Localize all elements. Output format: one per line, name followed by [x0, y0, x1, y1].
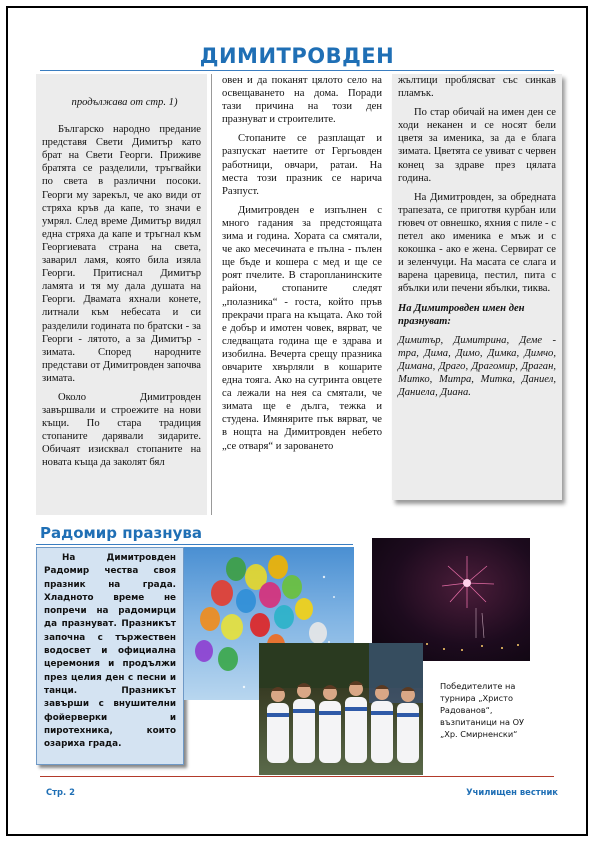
newspaper-page [6, 6, 588, 836]
info-box-text: На Димитровден Радомир чества своя празник на града. Хладното време не попречи на радомирци да празнуват. Празникът започна с тържествен водосвет и официална церемония и продължи през целия ден с песни и танци. Празникът завърши с внушителни фойерверки и пиротехника, които озариха града. [44, 553, 176, 750]
article-paragraph: На Димитровден, за обредната трапезата, се приготвя курбан или гювеч от овнешко, яхния с пиле - с петел ако именика е мъж и с кокошка - ако е жена. Сервират се и зеленчуци. На масата се слага и варена царевица, пестил, пита с ябълки или печени ябълки, тиква. [398, 191, 556, 295]
article-column-2 [216, 74, 388, 515]
article-column-1 [36, 74, 207, 515]
column-divider [211, 74, 212, 515]
footer-divider [40, 776, 554, 777]
page-title: ДИМИТРОВДЕН [199, 44, 395, 68]
publication-name: Училищен вестник [466, 787, 558, 797]
info-box [36, 547, 184, 765]
continued-note: продължава от стр. 1) [71, 97, 178, 108]
names-list: Димитър, Димитрина, Деме - тра, Дима, Димо, Димка, Димчо, Димана, Драго, Драгомир, Драган, Митко, Митра, Митка, Даниел, Даниела, Диана. [398, 334, 556, 399]
article-paragraph: Около Димитровден завършвали и строежите на нови къщи. По стара традиция стопаните дарявали зидарите. Обичаят изисквал стопаните на новата къща да заколят бял [42, 391, 201, 469]
choir-image [259, 643, 423, 775]
section-divider [36, 544, 353, 545]
article-paragraph: Димитровден е изпълнен с много гадания за предстоящата зима и година. Хората са смятали, че ако месечината е пълна - пълен ще бъде и кошера с мед и ще се роят пчелите. В старопланинските райони, стопаните следят „полазника“ - госта, който пръв прекрачи прага на къщата. Ако той е добър и имотен човек, вярват, че следващата година ще е здрава и изобилна. Вечерта срещу празника овчарите хвърляли в кошарите една тояга. Ако на сутринта овцете са лежали на нея са смятали, че зимата ще е дълга, тежка и студена. Имянярите пък вярват, че в нощта на Димитровден небето „се отваря“ и зароването [222, 204, 382, 452]
names-heading: На Димитровден имен ден празнуват: [398, 302, 525, 327]
section-title: Радомир празнува [40, 524, 202, 542]
article-paragraph: По стар обичай на имен ден се ходи неканен и се носят бели цветя за именика, за да е блага зимата. Цветята се увиват с червен конец за здраве през цялата година. [398, 107, 556, 184]
choir-photo [259, 643, 423, 775]
article-paragraph: Българско народно предание представя Свети Димитър като брат на Свети Георги. Приживе братята се разделили, тръгвайки по света в различни посоки. Георги му зарекъл, че ако види от стряха кръв да капе, то значи е умрял. След време Димитър видял една стряха да капе и тръгнал към Георгиевата страна на света, заварил ламя, която била изяла Георги. Притиснал Димитър ламята и тя му дала душата на Георги. Двамата яхнали конете, литнали към небесата и си разделили годината по братски - за Георги - лятото, а за Димитър - зимата. Според народните представи от Димитровден започва зимата. [42, 124, 201, 384]
photo-caption: Победителите на турнира „Христо Радованов“, възпитаници на ОУ „Хр. Смирненски“ [440, 681, 525, 739]
page-number: Стр. 2 [46, 787, 75, 797]
article-paragraph: жълтици проблясват със синкав пламък. [398, 75, 556, 100]
article-column-3 [392, 74, 562, 500]
title-divider [40, 70, 554, 71]
article-paragraph: овен и да поканят цялото село на освещаването на дома. Поради тази причина на този ден празнуват и строителите. [222, 75, 382, 126]
article-paragraph: Стопаните се разплащат и разпускат наетите от Гергьовден работници, овчари, ратаи. На места този празник се нарича Разпуст. [222, 133, 382, 197]
